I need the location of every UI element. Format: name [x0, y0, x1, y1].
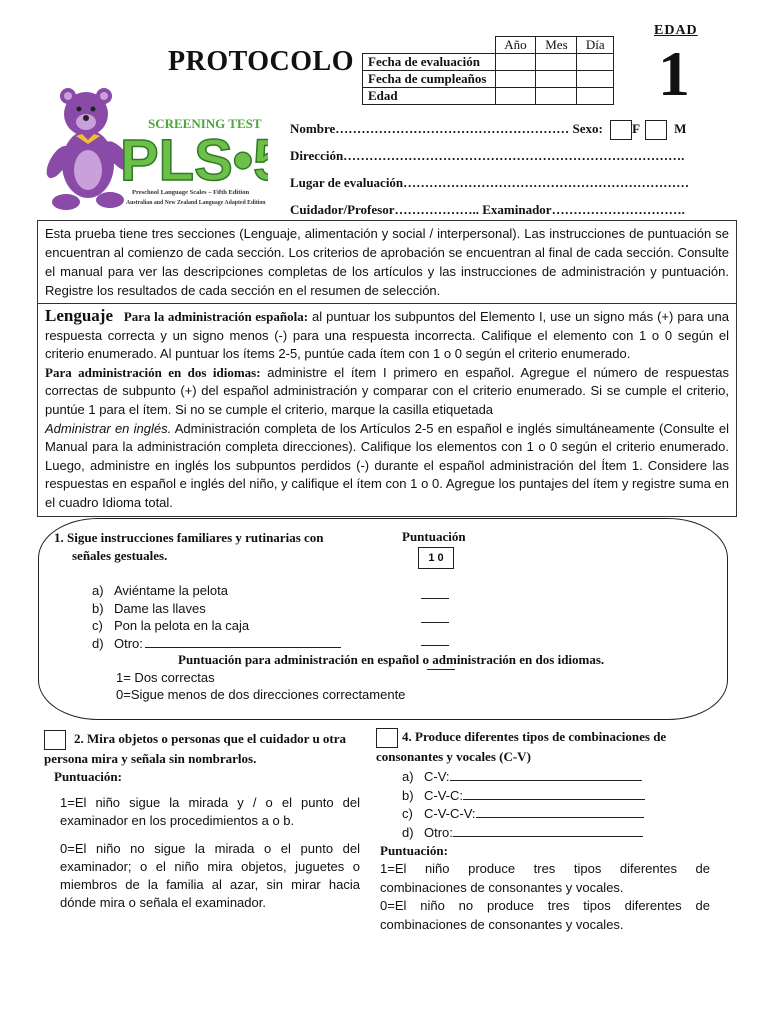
bilingual-admin-label: Para administración en dos idiomas:: [45, 364, 261, 380]
logo-sub1: Preschool Language Scales – Fifth Edition: [132, 189, 250, 196]
option-text: C-V-C-V:: [424, 806, 476, 822]
nombre-label: Nombre……………………………………………… Sexo:: [290, 120, 603, 136]
item2-crit0: 0=El niño no sigue la mirada o el punto del examinador; o el niño mira objetos, juguetes o miembros de la familia al azar, sin mirar hacia dónde mira o señala el examinador.: [60, 841, 360, 911]
option-letter: c): [402, 806, 413, 822]
item1-option-c: [92, 617, 341, 635]
col-month: Mes: [536, 37, 577, 54]
item4-title-wrap: [376, 728, 710, 766]
item4-crit1: 1=El niño produce tres tipos diferentes de combinaciones de consonantes y vocales.: [380, 861, 710, 895]
cell-input[interactable]: [495, 88, 536, 105]
cell-input[interactable]: [495, 54, 536, 71]
item1-title: [54, 529, 394, 565]
item4-option-a: [402, 768, 710, 787]
cell-input[interactable]: [577, 54, 614, 71]
cell-input[interactable]: [536, 54, 577, 71]
sex-f-checkbox[interactable]: [610, 120, 632, 140]
sex-m-checkbox[interactable]: [645, 120, 667, 140]
edad-number: 1: [658, 38, 690, 109]
item1-option-b: [92, 600, 341, 618]
row-edad: Edad: [363, 88, 496, 105]
item1-options: [92, 582, 341, 652]
item4-option-b: [402, 787, 710, 806]
item4-input-c[interactable]: [476, 817, 644, 818]
cell-input[interactable]: [495, 71, 536, 88]
option-letter: d): [92, 635, 104, 651]
option-text: Otro:: [114, 635, 143, 651]
cell-input[interactable]: [577, 71, 614, 88]
item2-title-wrap: [44, 730, 360, 768]
spanish-admin-label: Para la administración española:: [123, 309, 309, 324]
item1-blank-a[interactable]: [421, 582, 449, 599]
item4-option-d: [402, 824, 710, 843]
item4-checkbox[interactable]: [376, 728, 398, 748]
item4-input-d[interactable]: [453, 836, 643, 837]
option-letter: d): [402, 824, 414, 840]
logo-sub2: Australian and New Zealand Language Adapted Edition: [126, 200, 266, 206]
option-text: Dame las llaves: [114, 600, 206, 616]
logo-screening-text: SCREENING TEST: [148, 116, 262, 131]
row-fecha-evaluacion: Fecha de evaluación: [363, 54, 496, 71]
item1-blank-c[interactable]: [421, 629, 449, 646]
dates-table: [362, 36, 614, 105]
item1-criterion-1: 1= Dos correctas: [116, 670, 215, 685]
item4-input-a[interactable]: [450, 780, 642, 781]
item1-scoring-heading: Puntuación para administración en español o administración en dos idiomas.: [178, 652, 605, 667]
page-title: PROTOCOLO: [168, 46, 355, 77]
item1-blank-b[interactable]: [421, 606, 449, 623]
option-letter: b): [92, 600, 104, 616]
item2-section: [44, 730, 360, 912]
sex-f-label: F: [632, 120, 640, 136]
intro-box: [37, 220, 737, 304]
option-text: Pon la pelota en la caja: [114, 618, 250, 633]
english-admin-label: Administrar en inglés.: [45, 420, 172, 436]
row-fecha-cumpleanos: Fecha de cumpleaños: [363, 71, 496, 88]
item1-option-a: [92, 582, 341, 600]
col-year: Año: [495, 37, 536, 54]
item4-input-b[interactable]: [463, 799, 645, 800]
lugar-field[interactable]: Lugar de evaluación…………………………………………………………: [290, 175, 690, 190]
item4-option-c: [402, 805, 710, 824]
option-text: Aviéntame la pelota: [114, 583, 228, 598]
item1-title-line2: señales gestuales.: [72, 548, 168, 563]
logo-main-text: PLS•: [120, 128, 254, 193]
nombre-field[interactable]: [290, 120, 686, 140]
cell-input[interactable]: [536, 88, 577, 105]
pls5-logo: [36, 84, 268, 216]
cell-input[interactable]: [577, 88, 614, 105]
item1-other-input[interactable]: [145, 647, 341, 648]
english-admin-text: Administración completa de los Artículos 2-5 en español e inglés simultáneamente (Consulte el Manual para la administración completa direcciones). Califique los elementos con 1 o 0 según el criterio enumerado. Luego, administre en inglés los subpuntos perdidos (-) durante el español administración del Ítem 1. Considere las respuestas en español e inglés del niño, y califique el ítem con 1 o 0. Agregue los puntajes del ítem y registre suma en el cuadro Idioma total.: [45, 420, 729, 510]
item4-options: [402, 768, 710, 842]
spanish-admin-text: al puntuar los subpuntos del Elemento I, use un signo más (+) para una respuesta correcta y un signo menos (-) para una respuesta incorrecta. Califique el elemento con 1 o 0 según el criterio enumerado. Al puntuar los ítems 2-5, puntúe cada ítem con 1 o 0 según el criterio enumerado.: [45, 309, 729, 362]
edad-label: EDAD: [654, 23, 698, 38]
item2-score-label: Puntuación:: [54, 769, 122, 785]
sex-m-label: M: [674, 120, 687, 136]
option-text: C-V-C:: [424, 787, 463, 803]
bear-mascot-icon: [36, 84, 268, 216]
item1-score-box[interactable]: 1 0: [418, 547, 454, 569]
cuidador-field[interactable]: Cuidador/Profesor……………….. Examinador………………………….: [290, 202, 685, 217]
item4-title: 4. Produce diferentes tipos de combinaciones de consonantes y vocales (C-V): [376, 729, 667, 765]
item2-crit1: 1=El niño sigue la mirada y / o el punto del examinador en los procedimientos a o b.: [60, 795, 360, 829]
lenguaje-box: [37, 303, 737, 517]
item4-score-label: Puntuación:: [380, 843, 448, 859]
item1-title-line1: 1. Sigue instrucciones familiares y rutinarias con: [54, 530, 324, 545]
direccion-field[interactable]: Dirección…………………………………………………………………….: [290, 148, 685, 163]
bilingual-admin-text: administre el ítem I primero en español. Agregue el número de respuestas correctas de subpunto (+) del español administración y comparar con el criterio enumerado. Si se cumple el criterio, puntúe 1 para el ítem. Si no se cumple el criterio, marque la casilla etiquetada: [45, 364, 729, 417]
cell-input[interactable]: [536, 71, 577, 88]
item2-title: 2. Mira objetos o personas que el cuidador u otra persona mira y señala sin nombrarlos.: [44, 731, 347, 767]
item2-checkbox[interactable]: [44, 730, 66, 750]
intro-text: Esta prueba tiene tres secciones (Lenguaje, alimentación y social / interpersonal). Las instrucciones de puntuación se encuentran al comienzo de cada sección. Los criterios de aprobación se encuentran al final de cada sección. Consulte el manual para ver las descripciones completas de los artículos y las instrucciones de administración y puntuación. Registre los resultados de cada sección en el resumen de selección.: [45, 226, 729, 298]
item1-option-d: [92, 635, 341, 653]
col-day: Día: [577, 37, 614, 54]
option-letter: a): [402, 769, 414, 785]
option-text: C-V:: [424, 769, 450, 785]
item1-criteria: [116, 669, 405, 703]
item4-section: [376, 728, 710, 934]
item1-criterion-0: 0=Sigue menos de dos direcciones correctamente: [116, 687, 406, 702]
item1-score-label: Puntuación: [402, 529, 466, 544]
option-letter: a): [92, 583, 104, 598]
item4-crit0: 0=El niño no produce tres tipos diferentes de combinaciones de consonantes y vocales.: [380, 898, 710, 932]
lenguaje-heading: Lenguaje: [45, 306, 113, 325]
option-letter: b): [402, 787, 414, 803]
option-text: Otro:: [424, 824, 453, 840]
option-letter: c): [92, 618, 103, 633]
